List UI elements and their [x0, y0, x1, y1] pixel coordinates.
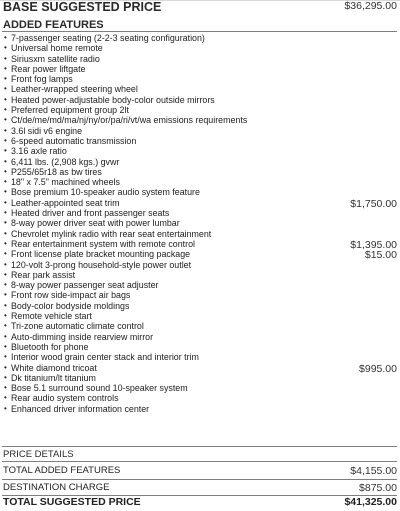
total-suggested-price-label: TOTAL SUGGESTED PRICE — [3, 496, 141, 508]
feature-text: Front row side-impact air bags — [11, 290, 131, 301]
feature-item — [4, 157, 397, 167]
feature-text: Front license plate bracket mounting package — [11, 249, 191, 260]
feature-price: $1,395.00 — [350, 238, 397, 251]
feature-item — [4, 33, 397, 43]
added-features-list — [4, 33, 397, 414]
feature-text: Bluetooth for phone — [11, 341, 89, 352]
price-details-top-divider — [2, 446, 397, 447]
bullet-icon: • — [4, 187, 7, 197]
feature-item — [4, 260, 397, 270]
feature-price: $995.00 — [359, 362, 397, 375]
bullet-icon: • — [4, 321, 7, 331]
bullet-icon: • — [4, 105, 7, 115]
feature-item — [4, 270, 397, 280]
bullet-icon: • — [4, 372, 7, 382]
feature-item — [4, 167, 397, 177]
feature-text: Front fog lamps — [11, 74, 73, 85]
bullet-icon: • — [4, 403, 7, 413]
feature-item — [4, 218, 397, 228]
feature-item — [4, 105, 397, 115]
feature-text: Heated driver and front passenger seats — [11, 208, 170, 219]
bullet-icon: • — [4, 94, 7, 104]
feature-item — [4, 239, 397, 249]
added-features-title: ADDED FEATURES — [3, 19, 104, 31]
base-price-value: $36,295.00 — [344, 0, 397, 12]
feature-text: 6,411 lbs. (2,908 kgs.) gvwr — [11, 156, 120, 167]
feature-text: 3.6l sidi v6 engine — [11, 125, 83, 136]
destination-charge-row — [3, 482, 397, 496]
feature-item — [4, 198, 397, 208]
bullet-icon: • — [4, 383, 7, 393]
bullet-icon: • — [4, 269, 7, 279]
feature-item — [4, 95, 397, 105]
bullet-icon: • — [4, 238, 7, 248]
bullet-icon: • — [4, 259, 7, 269]
feature-item — [4, 383, 397, 393]
feature-item — [4, 373, 397, 383]
feature-text: Leather-wrapped steering wheel — [11, 84, 138, 95]
price-details-title: PRICE DETAILS — [3, 449, 74, 460]
feature-item — [4, 84, 397, 94]
feature-item — [4, 208, 397, 218]
feature-item — [4, 229, 397, 239]
feature-item — [4, 249, 397, 262]
feature-item — [4, 321, 397, 331]
feature-text: 6-speed automatic transmission — [11, 135, 137, 146]
bullet-icon: • — [4, 280, 7, 290]
bullet-icon: • — [4, 290, 7, 300]
bullet-icon: • — [4, 156, 7, 166]
feature-text: Chevrolet mylink radio with rear seat entertainment — [11, 228, 212, 239]
feature-price: $1,750.00 — [350, 197, 397, 210]
feature-text: Preferred equipment group 2lt — [11, 105, 129, 116]
feature-item — [4, 311, 397, 321]
feature-text: Rear park assist — [11, 269, 76, 280]
feature-text: 8-way power passenger seat adjuster — [11, 280, 159, 291]
total-added-features-label: TOTAL ADDED FEATURES — [3, 465, 121, 476]
bullet-icon: • — [4, 197, 7, 207]
feature-text: Bose 5.1 surround sound 10-speaker system — [11, 383, 188, 394]
bullet-icon: • — [4, 125, 7, 135]
bullet-icon: • — [4, 331, 7, 341]
feature-text: Enhanced driver information center — [11, 403, 150, 414]
bullet-icon: • — [4, 218, 7, 228]
feature-text: Universal home remote — [11, 43, 103, 54]
feature-item — [4, 126, 397, 136]
bullet-icon: • — [4, 135, 7, 145]
feature-text: Bose premium 10-speaker audio system feature — [11, 187, 200, 198]
total-added-features-value: $4,155.00 — [350, 465, 397, 477]
bullet-icon: • — [4, 74, 7, 84]
feature-price: $15.00 — [364, 249, 397, 262]
feature-item — [4, 54, 397, 64]
feature-text: 120-volt 3-prong household-style power outlet — [11, 259, 192, 270]
total-suggested-price-value: $41,325.00 — [344, 496, 397, 508]
bullet-icon: • — [4, 43, 7, 53]
feature-item — [4, 187, 397, 197]
feature-item — [4, 136, 397, 146]
feature-item — [4, 115, 397, 125]
feature-item — [4, 404, 397, 414]
bullet-icon: • — [4, 249, 7, 259]
bullet-icon: • — [4, 84, 7, 94]
feature-text: Auto-dimming inside rearview mirror — [11, 331, 154, 342]
bullet-icon: • — [4, 115, 7, 125]
feature-text: Rear power liftgate — [11, 63, 86, 74]
feature-item — [4, 342, 397, 352]
feature-item — [4, 74, 397, 84]
feature-text: Interior wood grain center stack and interior trim — [11, 352, 199, 363]
feature-text: 18" x 7.5" machined wheels — [11, 177, 120, 188]
bullet-icon: • — [4, 228, 7, 238]
bullet-icon: • — [4, 146, 7, 156]
bullet-icon: • — [4, 393, 7, 403]
feature-text: White diamond tricoat — [11, 362, 97, 373]
feature-text: Rear entertainment system with remote control — [11, 238, 195, 249]
feature-item — [4, 43, 397, 53]
bullet-icon: • — [4, 341, 7, 351]
feature-text: P255/65r18 as bw tires — [11, 166, 102, 177]
bullet-icon: • — [4, 53, 7, 63]
feature-item — [4, 280, 397, 290]
feature-text: 7-passenger seating (2-2-3 seating configuration) — [11, 33, 205, 43]
bullet-icon: • — [4, 362, 7, 372]
feature-text: Leather-appointed seat trim — [11, 197, 120, 208]
feature-item — [4, 352, 397, 362]
bullet-icon: • — [4, 63, 7, 73]
added-features-divider — [2, 31, 397, 32]
bullet-icon: • — [4, 33, 7, 42]
row-divider — [2, 479, 397, 480]
bullet-icon: • — [4, 166, 7, 176]
feature-item — [4, 290, 397, 300]
feature-text: Tri-zone automatic climate control — [11, 321, 144, 332]
base-price-label: BASE SUGGESTED PRICE — [3, 0, 162, 14]
feature-text: Dk titanium/lt titanium — [11, 372, 96, 383]
feature-item — [4, 332, 397, 342]
feature-item — [4, 64, 397, 74]
total-suggested-price-row — [3, 496, 397, 511]
feature-text: Rear audio system controls — [11, 393, 119, 404]
feature-item — [4, 301, 397, 311]
total-added-features-row — [3, 465, 397, 479]
bullet-icon: • — [4, 177, 7, 187]
bullet-icon: • — [4, 208, 7, 218]
base-price-row — [3, 0, 397, 16]
price-details-divider — [2, 461, 397, 462]
bullet-icon: • — [4, 352, 7, 362]
feature-text: 8-way power driver seat with power lumbar — [11, 218, 180, 229]
feature-item — [4, 393, 397, 403]
feature-text: Heated power-adjustable body-color outside mirrors — [11, 94, 215, 105]
feature-item — [4, 363, 397, 373]
bullet-icon: • — [4, 311, 7, 321]
feature-item — [4, 146, 397, 156]
destination-charge-label: DESTINATION CHARGE — [3, 482, 110, 493]
destination-charge-value: $875.00 — [359, 482, 397, 494]
feature-text: Ct/de/me/md/ma/nj/ny/or/pa/ri/vt/wa emissions requirements — [11, 115, 248, 126]
feature-item — [4, 177, 397, 187]
feature-text: Body-color bodyside moldings — [11, 300, 130, 311]
bullet-icon: • — [4, 300, 7, 310]
feature-text: Remote vehicle start — [11, 311, 92, 322]
feature-text: 3.16 axle ratio — [11, 146, 67, 157]
feature-text: Siriusxm satellite radio — [11, 53, 100, 64]
